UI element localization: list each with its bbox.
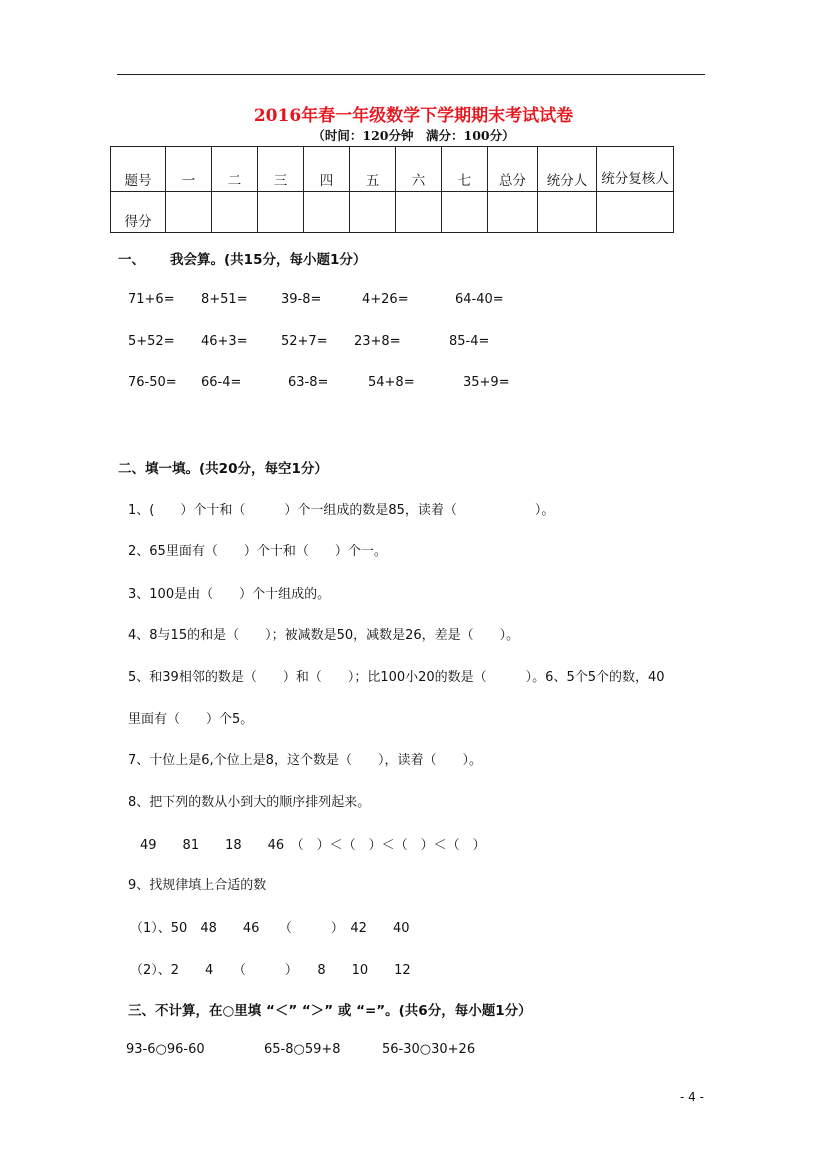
header-cell-total: 总分 (488, 147, 538, 192)
compare-item: 93-6○96-60 (126, 1042, 205, 1057)
header-cell-reviewer: 统分复核人 (597, 147, 674, 192)
fill-question-5-6: 5、和39相邻的数是（ ）和（ ）；比100小20的数是（ ）。6、5个5个的数，40 (128, 670, 665, 685)
calc-problem: 64-40= (455, 292, 504, 307)
score-cell-total[interactable] (488, 192, 538, 233)
fill-question-2: 2、65里面有（ ）个十和（ ）个一。 (128, 544, 387, 559)
header-cell-number: 题号 (111, 147, 166, 192)
score-cell-2[interactable] (212, 192, 258, 233)
calc-problem: 54+8= (368, 375, 415, 390)
calc-problem: 35+9= (463, 375, 510, 390)
header-cell-4: 四 (304, 147, 350, 192)
section1-heading: 我会算。(共15分，每小题1分） (170, 252, 367, 268)
exam-subtitle: （时间：120分钟 满分：100分） (312, 128, 515, 143)
top-rule (117, 74, 705, 75)
score-row-label: 得分 (111, 192, 166, 233)
section2-heading: 二、填一填。(共20分，每空1分） (118, 461, 328, 477)
fill-question-8: 8、把下列的数从小到大的顺序排列起来。 (128, 795, 371, 810)
header-cell-5: 五 (350, 147, 396, 192)
score-cell-reviewer[interactable] (597, 192, 674, 233)
section3-heading: 三、不计算，在○里填 “＜” “＞” 或 “=”。(共6分，每小题1分） (128, 1003, 532, 1019)
score-cell-5[interactable] (350, 192, 396, 233)
score-table-header-row (111, 147, 674, 192)
calc-problem: 8+51= (201, 292, 248, 307)
calc-problem: 39-8= (281, 292, 322, 307)
header-cell-6: 六 (396, 147, 442, 192)
compare-item: 65-8○59+8 (264, 1042, 341, 1057)
score-cell-6[interactable] (396, 192, 442, 233)
header-cell-3: 三 (258, 147, 304, 192)
score-table (110, 146, 674, 233)
page-number: - 4 - (680, 1090, 704, 1104)
fill-question-9: 9、找规律填上合适的数 (128, 878, 267, 893)
exam-title: 2016年春一年级数学下学期期末考试试卷 (253, 106, 574, 126)
score-cell-4[interactable] (304, 192, 350, 233)
calc-problem: 4+26= (362, 292, 409, 307)
fill-question-9-1: （1）、50 48 46 （ ） 42 40 (130, 921, 410, 936)
fill-question-6-cont: 里面有（ ）个5。 (128, 712, 254, 727)
calc-problem: 23+8= (354, 334, 401, 349)
calc-problem: 76-50= (128, 375, 177, 390)
fill-question-7: 7、十位上是6,个位上是8，这个数是（ ），读着（ ）。 (128, 753, 482, 768)
calc-problem: 52+7= (281, 334, 328, 349)
compare-item: 56-30○30+26 (382, 1042, 476, 1057)
header-cell-7: 七 (442, 147, 488, 192)
score-cell-scorer[interactable] (538, 192, 597, 233)
calc-problem: 46+3= (201, 334, 248, 349)
header-cell-1: 一 (166, 147, 212, 192)
score-table-score-row (111, 192, 674, 233)
score-cell-3[interactable] (258, 192, 304, 233)
score-cell-7[interactable] (442, 192, 488, 233)
fill-question-8-numbers: 49 81 18 46 （ ）＜（ ）＜（ ）＜（ ） (140, 838, 486, 853)
calc-problem: 71+6= (128, 292, 175, 307)
fill-question-1: 1、( ）个十和（ ）个一组成的数是85，读着（ ）。 (128, 503, 555, 518)
fill-question-9-2: （2）、2 4 （ ） 8 10 12 (130, 963, 411, 978)
section1-number: 一、 (118, 252, 145, 268)
header-cell-2: 二 (212, 147, 258, 192)
calc-problem: 66-4= (201, 375, 242, 390)
calc-problem: 85-4= (449, 334, 490, 349)
calc-problem: 5+52= (128, 334, 175, 349)
score-cell-1[interactable] (166, 192, 212, 233)
fill-question-3: 3、100是由（ ）个十组成的。 (128, 587, 331, 602)
header-cell-scorer: 统分人 (538, 147, 597, 192)
calc-problem: 63-8= (288, 375, 329, 390)
fill-question-4: 4、8与15的和是（ ）；被减数是50，减数是26，差是（ ）。 (128, 628, 520, 643)
